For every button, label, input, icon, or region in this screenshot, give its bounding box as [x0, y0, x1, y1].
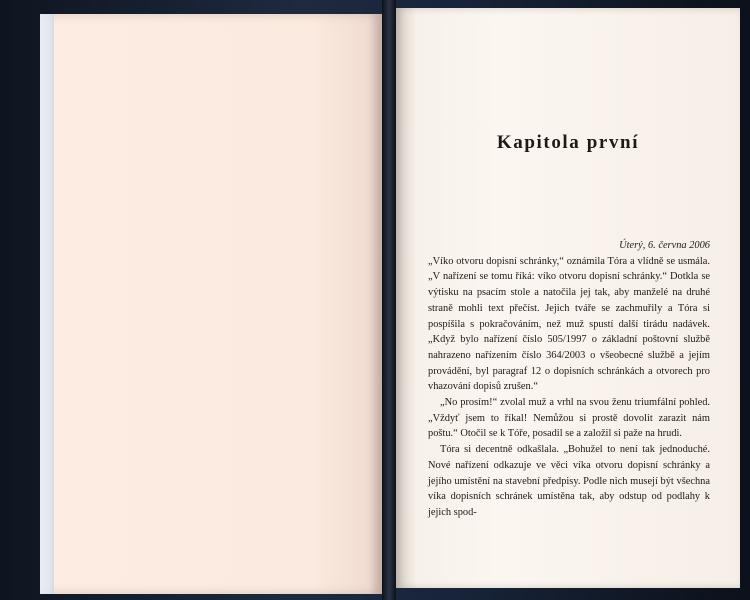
page-text-block [428, 238, 710, 521]
paragraph-2: „No prosím!“ zvolal muž a vrhl na svou ženu triumfální pohled. „Vždyť jsem to říkal! Nemůžou si prostě dovolit zarazit nám poštu.“ Otočil se k Tóře, posadil se a založil si paže na hrudi. [428, 397, 710, 440]
left-page-edge [40, 14, 54, 594]
paragraph-3: Tóra si decentně odkašlala. „Bohužel to není tak jednoduché. Nové nařízení odkazuje ve věci víka otvoru dopisní schránky a jejího umístění na stavební předpisy. Podle nich musejí být všechna víka dopisních schránek umístěna tak, aby odstup od podlahy k jejich spod- [428, 444, 710, 518]
date-line: Úterý, 6. června 2006 [619, 240, 710, 251]
chapter-title: Kapitola první [496, 132, 640, 153]
left-page-blank [40, 14, 382, 594]
book-gutter [382, 0, 396, 600]
paragraph-1: „Víko otvoru dopisní schránky,“ oznámila Tóra a vlídně se usmála. „V nařízení se tomu říká: víko otvoru dopisní schránky.“ Dotkla se výtisku na psacím stole a natočila jej tak, aby manželé na druhé straně mohli text přečíst. Jejich tváře se zachmuřily a Tóra si pospíšila s pokračováním, než muž spustí další tirádu nadávek. „Když bylo nařízení číslo 505/1997 o základní poštovní službě nahrazeno nařízením číslo 364/2003 o všeobecné službě a jejím provádění, byl paragraf 12 o dopisních schránkách a otvorech pro vhazování dopisů zrušen.“ [428, 255, 710, 393]
